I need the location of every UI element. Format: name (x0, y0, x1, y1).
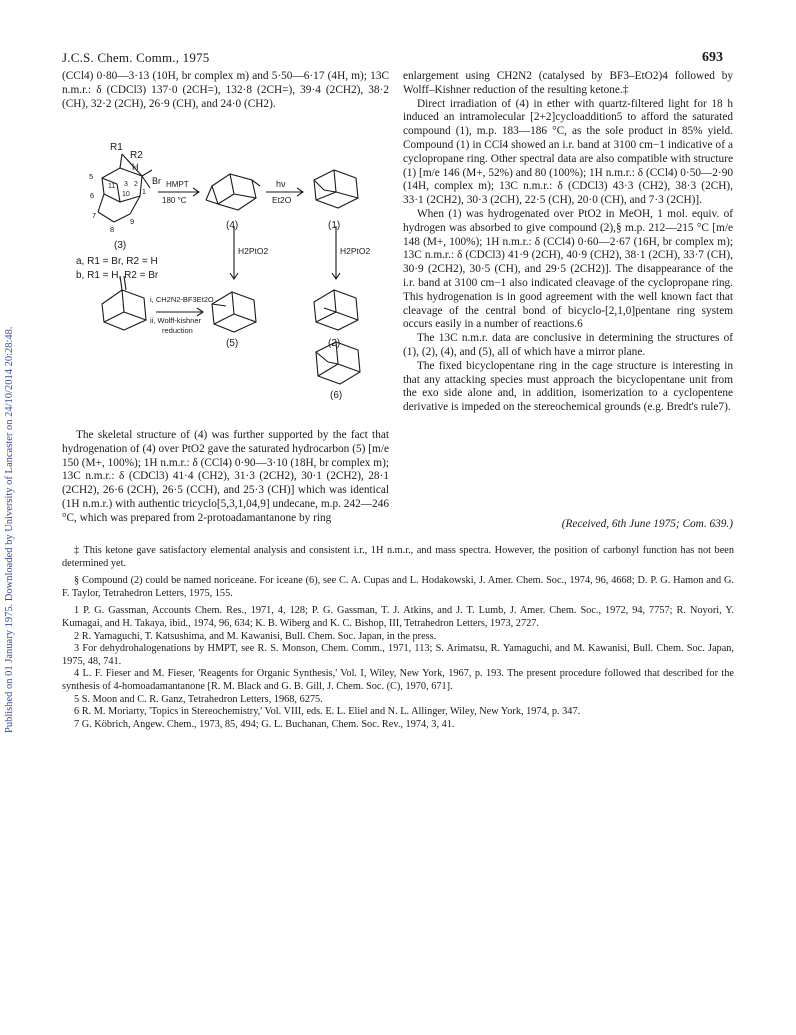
substituent-h: H (132, 162, 139, 172)
reagent-et2o: Et2O (272, 195, 292, 205)
reagent-hmpt: HMPT (166, 180, 189, 189)
ring-number: 5 (89, 172, 94, 181)
reference: 6 R. M. Moriarty, 'Topics in Stereochemistry,' Vol. VIII, eds. E. L. Eliel and N. L. Allinger, Wiley, New York, 1974, p. 347. (74, 706, 581, 718)
structure-ketone (102, 276, 146, 330)
reference: 7 G. Köbrich, Angew. Chem., 1973, 85, 494; G. L. Buchanan, Chem. Soc. Rev., 1974, 3, 41. (74, 718, 455, 730)
reagent-reduction: reduction (162, 326, 193, 335)
compound-label: (5) (226, 338, 239, 349)
right-column (403, 70, 733, 415)
footnote: § Compound (2) could be named noriceane. For iceane (6), see C. A. Cupas and L. Hodakowski, J. Amer. Chem. Soc., 1974, 96, 4668; D. P. G. Hamon and G. F. Taylor, Tetrahedron Letters, 1975, 155. (62, 575, 734, 599)
substituent-r2: R2 (130, 150, 143, 161)
structure-5 (212, 292, 256, 332)
page-number: 693 (702, 50, 723, 65)
ring-number: 1 (142, 189, 146, 196)
reagent-ring-enlarge: i, CH2N2-BF3Et2O (150, 295, 214, 304)
reaction-scheme (62, 136, 389, 426)
compound-label: (4) (226, 220, 239, 231)
ring-number: 11 (108, 183, 116, 190)
ring-number: 8 (110, 225, 115, 234)
compound-label: (3) (114, 240, 127, 251)
paragraph: Direct irradiation of (4) in ether with quartz-filtered light for 18 h induced an intramolecular [2+2]cycloaddition5 to afford the saturated compound (1), m.p. 183—186 °C, as the sole product in 85% yield. Compound (1) in CCl4 showed an i.r. band at 3100 cm−1 indicative of a cyclopropane ring. Other spectral data are also compatible with structure (1) [m/e 146 (M+, 52%) and 80 (100%); 1H n.m.r.: δ (CCl4) 0·50—2·90 (14H, complex m); 13C n.m.r.: δ (CDCl3) 43·3 (CH2), 38·3 (2CH), 33·1 (2CH2), 30·3 (2CH), 22·5 (CH), 20·0 (CH), and 7·3 (2CH)]. (403, 97, 733, 207)
structure-3 (98, 154, 152, 222)
variant-a: a, R1 = Br, R2 = H (76, 256, 158, 267)
left-column-top (62, 70, 389, 111)
reference: 1 P. G. Gassman, Accounts Chem. Res., 1971, 4, 128; P. G. Gassman, T. J. Atkins, and J. T. Lumb, J. Amer. Chem. Soc., 1972, 94, 7757; R. Noyori, Y. Kumagai, and H. Takaya, ibid., 1974, 96, 634; K. B. Wiberg and K. C. Bishop, III, Tetrahedron Letters, 1973, 2727. (62, 605, 734, 629)
footnote: ‡ This ketone gave satisfactory elemental analysis and consistent i.r., 1H n.m.r., and mass spectra. However, the position of carbonyl function has not been determined yet. (62, 545, 734, 569)
ring-number: 9 (130, 217, 135, 226)
reagent-hv: hν (276, 179, 286, 189)
compound-label: (6) (330, 390, 343, 401)
ring-number: 3 (124, 181, 128, 188)
compound-label: (2) (328, 338, 341, 349)
substituent-br: Br (152, 176, 161, 186)
reference: 4 L. F. Fieser and M. Fieser, 'Reagents for Organic Synthesis,' Vol. I, Wiley, New York, 1967, p. 193. The present procedure followed that described for the synthesis of 4-homoadamantanone [R. M. Black and G. B. Gill, J. Chem. Soc. (C), 1970, 671]. (62, 668, 734, 692)
reagent-wolff-kishner: ii, Wolff-kishner (150, 316, 201, 325)
reagent-h2pto2: H2PtO2 (238, 246, 269, 256)
reference: 3 For dehydrohalogenations by HMPT, see R. S. Monson, Chem. Comm., 1971, 113; S. Arimatsu, R. Yamaguchi, and M. Kawanisi, Bull. Chem. Soc. Japan, 1975, 48, 741. (62, 643, 734, 667)
ring-number: 2 (134, 181, 138, 188)
reference: 5 S. Moon and C. R. Ganz, Tetrahedron Letters, 1968, 6275. (74, 693, 323, 705)
variant-b: b, R1 = H, R2 = Br (76, 270, 159, 281)
paragraph: The fixed bicyclopentane ring in the cage structure is interesting in that any attacking species must approach the bicyclopentane unit from the exo side alone and, in addition, isomerization to a cyclopentene derivative is impeded on the stereochemical grounds (e.g. Bredt's rule7). (403, 359, 733, 414)
reagent-hmpt-temp: 180 °C (162, 196, 187, 205)
footnotes-and-references (62, 545, 734, 731)
ring-number: 7 (92, 211, 97, 220)
paragraph: When (1) was hydrogenated over PtO2 in MeOH, 1 mol. equiv. of hydrogen was absorbed to give compound (2),§ m.p. 212—215 °C [m/e 148 (M+, 100%); 1H n.m.r.: δ (CCl4) 0·60—2·67 (16H, br complex m); 13C n.m.r.: δ (CDCl3) 41·9 (2CH), 40·9 (CH2), 38·1 (2CH), 33·7 (CH), 30·9 (2CH2), 30·5 (CH), and 29·5 (2CH2)]. The disappearance of the i.r. band at 3100 cm−1 also indicated cleavage of the cyclopropane ring. This hydrogenation is in good agreement with the well known fact that cleavage of the central bond of bicyclo-[2,1,0]pentane ring system occurs easily in a number of reactions.6 (403, 207, 733, 331)
paragraph: (CCl4) 0·80—3·13 (10H, br complex m) and 5·50—6·17 (4H, m); 13C n.m.r.: δ (CDCl3) 137·0 (2CH=), 132·8 (2CH=), 39·4 (2CH2), 38·2 (CH), 32·2 (2CH), 26·9 (CH), and 24·0 (CH2). (62, 70, 389, 110)
compound-label: (1) (328, 220, 341, 231)
reference: 2 R. Yamaguchi, T. Katsushima, and M. Kawanisi, Bull. Chem. Soc. Japan, in the press. (74, 630, 437, 642)
reagent-h2pto2: H2PtO2 (340, 246, 371, 256)
received-date: (Received, 6th June 1975; Com. 639.) (561, 518, 733, 530)
structure-2 (314, 290, 358, 330)
paragraph: The skeletal structure of (4) was further supported by the fact that hydrogenation of (4) over PtO2 gave the saturated hydrocarbon (5) [m/e 150 (M+, 100%); 1H n.m.r.: δ (CCl4) 0·90—3·10 (18H, br complex m); 13C n.m.r.: δ (CDCl3) 41·4 (CH2), 31·3 (2CH2), 30·1 (2CH2), 28·1 (2CH2), 26·6 (2CH), 26·5 (CCH), and 25·3 (CH)] which was identical (1H n.m.r.) with authentic tricyclo[5,3,1,04,9] undecane, m.p. 242—246 °C, which was prepared from 2-protoadamantanone by ring (62, 429, 389, 524)
running-head: J.C.S. Chem. Comm., 1975 (62, 50, 210, 65)
substituent-r1: R1 (110, 142, 123, 153)
structure-1 (314, 170, 358, 208)
left-column-bottom (62, 429, 389, 526)
ring-number: 6 (90, 191, 95, 200)
download-stamp: Published on 01 January 1975. Downloaded by University of Lancaster on 24/10/2014 20:28:48. (4, 326, 15, 734)
ring-number: 10 (122, 191, 130, 198)
structure-4 (206, 174, 260, 210)
paragraph: enlargement using CH2N2 (catalysed by BF3–EtO2)4 followed by Wolff–Kishner reduction of the resulting ketone.‡ (403, 70, 733, 96)
paragraph: The 13C n.m.r. data are conclusive in determining the structures of (1), (2), (4), and (5), all of which have a mirror plane. (403, 332, 733, 358)
